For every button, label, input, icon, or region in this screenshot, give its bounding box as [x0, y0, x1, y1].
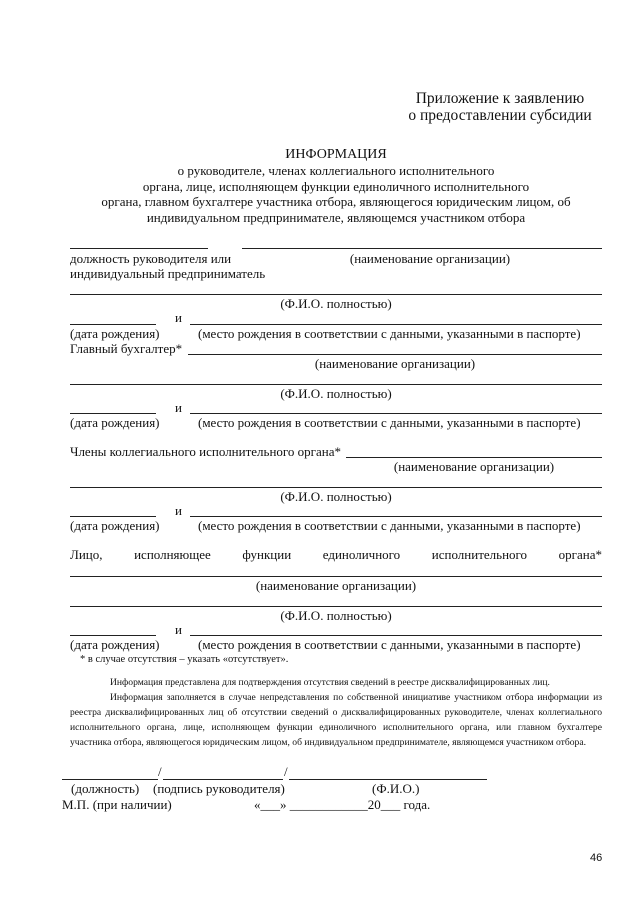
sole-birth-date-field[interactable] — [70, 635, 156, 636]
appendix-block — [400, 90, 600, 125]
birth-date-label: (дата рождения) — [70, 326, 160, 341]
title-line-1: о руководителе, членах коллегиального исполнительного — [177, 163, 495, 178]
title-line-2: органа, лице, исполняющем функции единоличного исполнительного — [142, 178, 530, 194]
board-organization-field[interactable] — [346, 457, 602, 458]
fio-label: (Ф.И.О. полностью) — [280, 296, 392, 311]
accountant-birth-place-field[interactable] — [190, 413, 602, 414]
sole-word: органа* — [558, 547, 602, 562]
board-birth-place-label: (место рождения в соответствии с данными, указанными в паспорте) — [198, 518, 581, 533]
board-birth-place-field[interactable] — [190, 516, 602, 517]
accountant-organization-field[interactable] — [188, 354, 602, 355]
separator: / — [158, 764, 162, 779]
sole-fio-label: (Ф.И.О. полностью) — [280, 608, 392, 623]
stamp-label: М.П. (при наличии) — [62, 797, 172, 812]
signature-label: (подпись руководителя) — [153, 781, 285, 796]
birth-place-label: (место рождения в соответствии с данными, указанными в паспорте) — [198, 326, 581, 341]
title-heading: ИНФОРМАЦИЯ — [285, 147, 387, 162]
notes-block — [70, 675, 602, 750]
appendix-line-2: о предоставлении субсидии — [408, 107, 592, 124]
organization-field[interactable] — [242, 248, 602, 249]
appendix-line-1: Приложение к заявлению — [415, 90, 585, 107]
sole-organization-field[interactable] — [70, 576, 602, 577]
sole-fio-field[interactable] — [70, 606, 602, 607]
position-field[interactable] — [70, 248, 208, 249]
note-paragraph-1: Информация представлена для подтверждения отсутствия сведений в реестре дисквалифицированных лиц. — [110, 677, 550, 688]
signature-position-label: (должность) — [71, 781, 140, 796]
signature-position-field[interactable] — [62, 779, 158, 780]
signature-fio-field[interactable] — [289, 779, 487, 780]
board-and-label: и — [175, 503, 182, 518]
sole-birth-date-label: (дата рождения) — [70, 637, 160, 652]
position-label-2: индивидуальный предприниматель — [70, 266, 266, 281]
sole-word: исполнительного — [431, 547, 528, 562]
date-line[interactable]: «___» ____________20___ года. — [254, 797, 431, 812]
board-birth-date-field[interactable] — [70, 516, 156, 517]
accountant-birth-date-field[interactable] — [70, 413, 156, 414]
accountant-and-label: и — [175, 400, 182, 415]
fio-field[interactable] — [70, 294, 602, 295]
footnote: * в случае отсутствия – указать «отсутствует». — [80, 654, 289, 665]
organization-label: (наименование организации) — [349, 251, 511, 266]
chief-accountant-label: Главный бухгалтер* — [70, 341, 183, 356]
accountant-fio-label: (Ф.И.О. полностью) — [280, 386, 392, 401]
and-label: и — [175, 310, 182, 325]
title-block — [70, 147, 602, 225]
title-line-3: органа, главном бухгалтере участника отбора, являющегося юридическим лицом, об — [101, 194, 571, 209]
sole-executive-label — [70, 547, 602, 563]
sole-word: исполняющее — [134, 547, 211, 562]
sole-birth-place-label: (место рождения в соответствии с данными, указанными в паспорте) — [198, 637, 581, 652]
board-members-label: Члены коллегиального исполнительного органа* — [70, 444, 342, 459]
birth-date-field[interactable] — [70, 324, 156, 325]
position-label: должность руководителя или — [70, 251, 232, 266]
board-fio-label: (Ф.И.О. полностью) — [280, 489, 392, 504]
signature-fio-label: (Ф.И.О.) — [372, 781, 420, 796]
sole-birth-place-field[interactable] — [190, 635, 602, 636]
board-birth-date-label: (дата рождения) — [70, 518, 160, 533]
birth-place-field[interactable] — [190, 324, 602, 325]
signature-field[interactable] — [163, 779, 283, 780]
sole-organization-label: (наименование организации) — [255, 578, 417, 593]
sole-word: единоличного — [322, 547, 401, 562]
sole-and-label: и — [175, 622, 182, 637]
note-paragraph-2: Информация заполняется в случае непредставления по собственной инициативе участником отбора информации из реестра дисквалифицированных лиц об отсутствии сведений о дисквалифицированных руководителе, членах коллегиального исполнительного органа, лице, исполняющем функции единоличного исполнительного органа, или главном бухгалтере участника отбора, являющегося юридическим лицом, об индивидуальном предпринимателе, являющемся участником отбора. — [70, 692, 602, 748]
accountant-organization-label: (наименование организации) — [314, 356, 476, 371]
accountant-birth-place-label: (место рождения в соответствии с данными, указанными в паспорте) — [198, 415, 581, 430]
board-fio-field[interactable] — [70, 487, 602, 488]
sole-word: Лицо, — [70, 547, 103, 562]
accountant-fio-field[interactable] — [70, 384, 602, 385]
title-line-4: индивидуальном предпринимателе, являющемся участником отбора — [146, 209, 526, 225]
board-organization-label: (наименование организации) — [393, 459, 555, 474]
accountant-birth-date-label: (дата рождения) — [70, 415, 160, 430]
separator: / — [284, 764, 288, 779]
sole-word: функции — [242, 547, 292, 562]
page-number: 46 — [590, 852, 603, 864]
